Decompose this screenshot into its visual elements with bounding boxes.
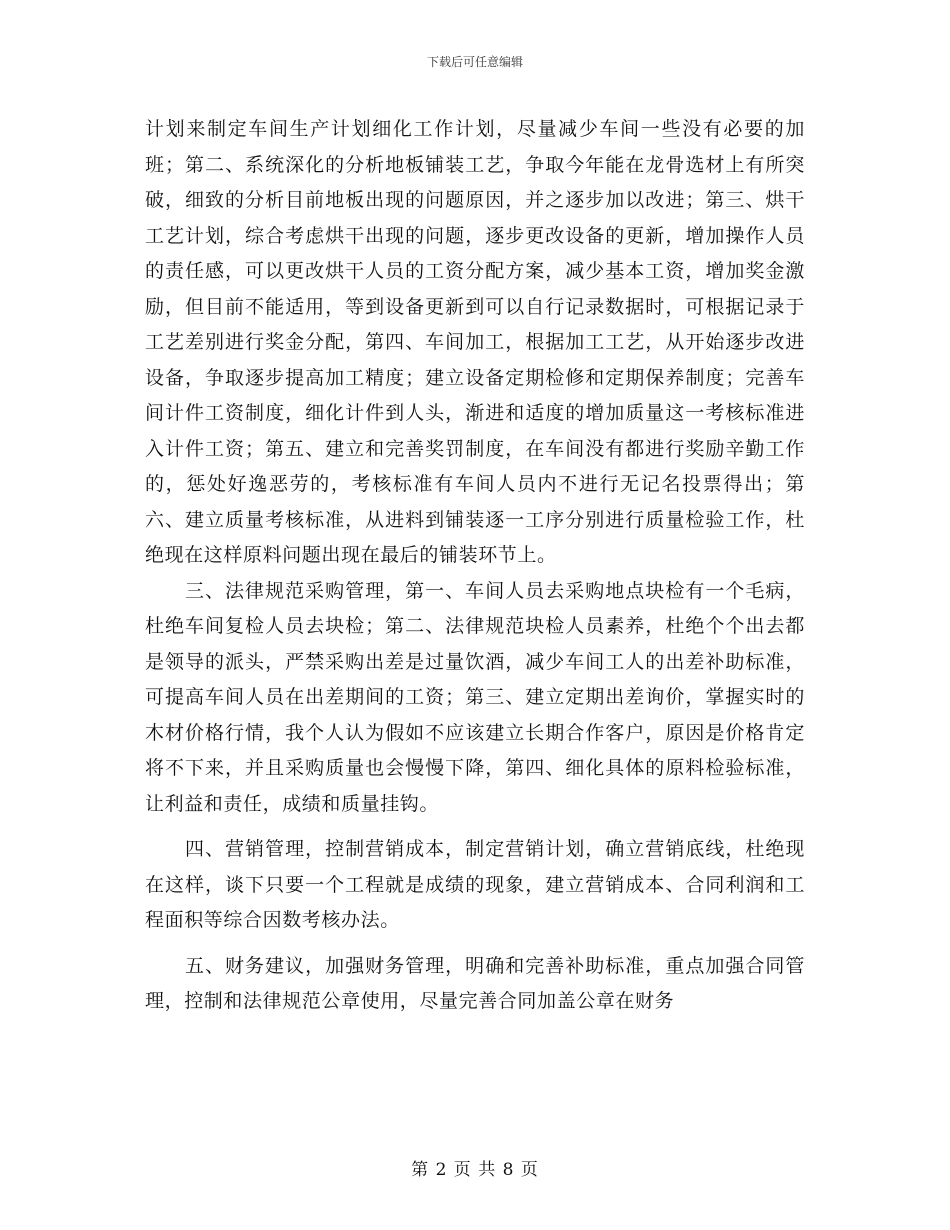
- page-number: 第 2 页 共 8 页: [411, 1160, 539, 1180]
- document-body: [145, 112, 805, 1020]
- paragraph-marketing: 四、营销管理，控制营销成本，制定营销计划，确立营销底线，杜绝现在这样，谈下只要一个工程就是成绩的现象，建立营销成本、合同利润和工程面积等综合因数考核办法。: [145, 838, 805, 931]
- page-header: 下载后可任意编辑: [426, 55, 523, 69]
- paragraph-finance: 五、财务建议，加强财务管理，明确和完善补助标准，重点加强合同管理，控制和法律规范公章使用，尽量完善合同加盖公章在财务: [145, 954, 805, 1012]
- paragraph-procurement: 三、法律规范采购管理，第一、车间人员去采购地点块检有一个毛病，杜绝车间复检人员去块检；第二、法律规范块检人员素养，杜绝个个出去都是领导的派头，严禁采购出差是过量饮酒，减少车间工人的出差补助标准，可提高车间人员在出差期间的工资；第三、建立定期出差询价，掌握实时的木材价格行情，我个人认为假如不应该建立长期合作客户，原因是价格肯定将不下来，并且采购质量也会慢慢下降，第四、细化具体的原料检验标准，让利益和责任，成绩和质量挂钩。: [145, 579, 805, 815]
- paragraph-continuation: 计划来制定车间生产计划细化工作计划，尽量减少车间一些没有必要的加班；第二、系统深化的分析地板铺装工艺，争取今年能在龙骨选材上有所突破，细致的分析目前地板出现的问题原因，并之逐步加以改进；第三、烘干工艺计划，综合考虑烘干出现的问题，逐步更改设备的更新，增加操作人员的责任感，可以更改烘干人员的工资分配方案，减少基本工资，增加奖金激励，但目前不能适用，等到设备更新到可以自行记录数据时，可根据记录于工艺差别进行奖金分配，第四、车间加工，根据加工工艺，从开始逐步改进设备，争取逐步提高加工精度；建立设备定期检修和定期保养制度；完善车间计件工资制度，细化计件到人头，渐进和适度的增加质量这一考核标准进入计件工资；第五、建立和完善奖罚制度，在车间没有都进行奖励辛勤工作的，惩处好逸恶劳的，考核标准有车间人员内不进行无记名投票得出；第六、建立质量考核标准，从进料到铺装逐一工序分别进行质量检验工作，杜绝现在这样原料问题出现在最后的铺装环节上。: [145, 118, 805, 566]
